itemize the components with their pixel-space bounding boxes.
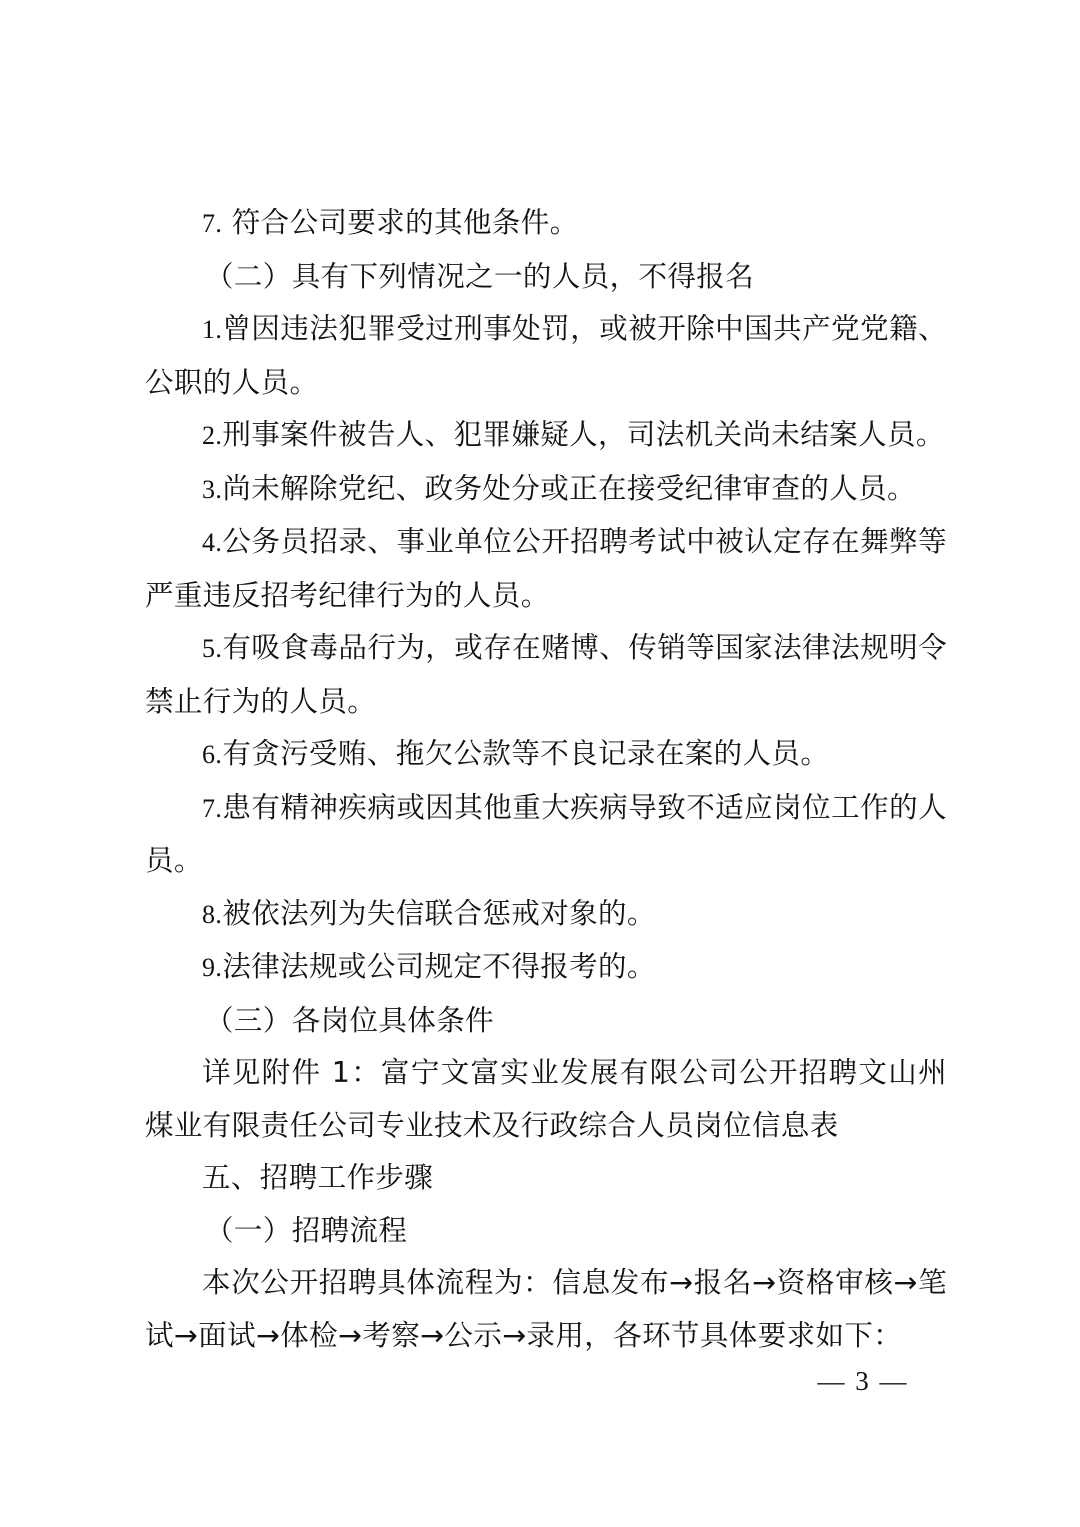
paragraph-disqualification-1 — [145, 303, 947, 409]
paragraph-text: 法律法规或公司规定不得报考的。 — [222, 950, 656, 983]
paragraph-text: 患有精神疾病或因其他重大疾病导致不适应岗位工作的人员。 — [145, 790, 947, 877]
heading-text: （一）招聘流程 — [205, 1213, 408, 1247]
section-heading-recruitment-steps — [145, 1152, 947, 1205]
paragraph-text: 公务员招录、事业单位公开招聘考试中被认定存在舞弊等严重违反招考纪律行为的人员。 — [145, 525, 947, 612]
paragraph-condition-7 — [145, 197, 947, 251]
paragraph-disqualification-8 — [145, 888, 947, 942]
paragraph-disqualification-4 — [145, 516, 947, 622]
paragraph-disqualification-7 — [145, 782, 947, 888]
heading-text: 五、招聘工作步骤 — [202, 1161, 434, 1194]
item-number: 9. — [202, 953, 223, 982]
heading-text: （三）各岗位具体条件 — [205, 1003, 495, 1037]
page-number: — 3 — — [817, 1366, 909, 1396]
item-number: 6. — [202, 740, 223, 769]
paragraph-text: 被依法列为失信联合惩戒对象的。 — [222, 896, 656, 930]
paragraph-text: 详见附件 1：富宁文富实业发展有限公司公开招聘文山州煤业有限责任公司专业技术及行政综合人员岗位信息表 — [145, 1056, 947, 1142]
paragraph-text: 曾因违法犯罪受过刑事处罚，或被开除中国共产党党籍、公职的人员。 — [145, 312, 947, 399]
item-number: 7. — [202, 793, 223, 823]
paragraph-disqualification-9 — [145, 941, 947, 995]
item-number: 3. — [202, 474, 223, 504]
item-number: 2. — [202, 421, 223, 450]
item-number: 4. — [202, 528, 223, 557]
paragraph-process-flow — [145, 1257, 947, 1362]
heading-text: （二）具有下列情况之一的人员，不得报名 — [205, 259, 755, 293]
paragraph-disqualification-6 — [145, 728, 947, 782]
paragraph-text: 有贪污受贿、拖欠公款等不良记录在案的人员。 — [222, 737, 830, 770]
section-heading-recruitment-process — [145, 1205, 947, 1258]
paragraph-text: 尚未解除党纪、政务处分或正在接受纪律审查的人员。 — [222, 471, 916, 505]
paragraph-text: 有吸食毒品行为，或存在赌博、传销等国家法律法规明令禁止行为的人员。 — [145, 631, 947, 718]
item-number: 8. — [202, 899, 223, 929]
section-heading-disqualifications — [145, 251, 947, 304]
paragraph-disqualification-5 — [145, 622, 947, 728]
paragraph-disqualification-2 — [145, 409, 947, 463]
item-number: 5. — [202, 634, 223, 663]
section-heading-position-conditions — [145, 995, 947, 1048]
paragraph-attachment-reference — [145, 1047, 947, 1152]
paragraph-text: 本次公开招聘具体流程为：信息发布→报名→资格审核→笔试→面试→体检→考察→公示→录用，各环节具体要求如下： — [145, 1266, 947, 1352]
item-number: 7. — [202, 209, 223, 238]
item-number: 1. — [202, 315, 223, 344]
paragraph-disqualification-3 — [145, 463, 947, 517]
paragraph-text: 符合公司要求的其他条件。 — [231, 206, 579, 239]
document-body — [145, 197, 947, 1362]
paragraph-text: 刑事案件被告人、犯罪嫌疑人，司法机关尚未结案人员。 — [222, 418, 945, 451]
